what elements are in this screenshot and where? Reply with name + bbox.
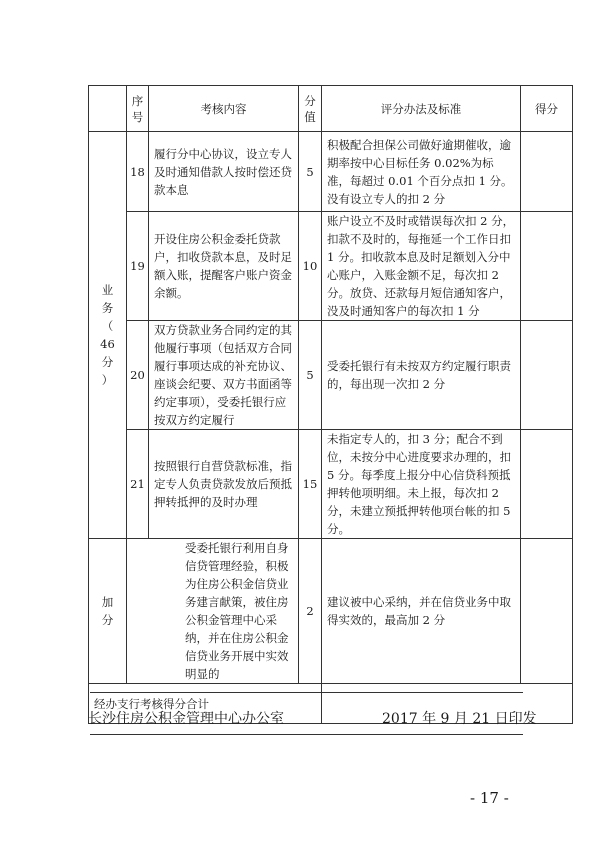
group-label-business <box>89 132 127 539</box>
row-obtained <box>521 212 573 321</box>
row-obtained <box>521 132 573 212</box>
header-method: 评分办法及标准 <box>322 86 521 132</box>
row-content: 受委托银行利用自身信贷管理经验，积极为住房公积金信贷业务建言献策，被住房公积金管理中心采纳，并在住房公积金信贷业务开展中实效明显的 <box>127 539 299 684</box>
table-row <box>89 539 573 684</box>
row-content: 按照银行自营贷款标准，指定专人负责贷款发放后预抵押转抵押的及时办理 <box>149 430 299 539</box>
row-score: 5 <box>299 321 322 430</box>
footer-date: 2017 年 9 月 21 日印发 <box>382 711 537 727</box>
row-score: 5 <box>299 132 322 212</box>
table-row <box>89 430 573 539</box>
assessment-table <box>88 85 573 724</box>
row-obtained <box>521 321 573 430</box>
row-method: 账户设立不及时或错误每次扣 2 分，扣款不及时的，每拖延一个工作日扣 1 分。扣收款本息及时足额划入分中心账户，入账金额不足，每次扣 2 分。放贷、还款每月短信通知客户，没及时通知客户的每次扣 1 分 <box>322 212 521 321</box>
header-score: 分 值 <box>299 86 322 132</box>
row-method: 受委托银行有未按双方约定履行职责的，每出现一次扣 2 分 <box>322 321 521 430</box>
row-score: 15 <box>299 430 322 539</box>
group-char: 46 <box>100 337 115 351</box>
group-char: 分 <box>101 613 114 627</box>
table-row <box>89 212 573 321</box>
group-char: 加 <box>101 595 114 609</box>
group-char: ） <box>101 373 114 387</box>
table-row <box>89 132 573 212</box>
header-content: 考核内容 <box>149 86 299 132</box>
group-char: 分 <box>101 355 114 369</box>
row-score: 10 <box>299 212 322 321</box>
footer-top-rule <box>90 692 523 693</box>
group-char: 务 <box>101 301 114 315</box>
row-number: 20 <box>127 321 149 430</box>
group-char: （ <box>101 319 114 333</box>
header-seq: 序 号 <box>127 86 149 132</box>
group-char: 业 <box>101 283 114 297</box>
row-number: 18 <box>127 132 149 212</box>
row-content: 履行分中心协议，设立专人及时通知借款人按时偿还贷款本息 <box>149 132 299 212</box>
row-method: 未指定专人的，扣 3 分；配合不到位，未按分中心进度要求办理的，扣 5 分。每季度上报分中心信贷科预抵押转他项明细。未上报，每次扣 2 分，未建立预抵押转他项台帐的扣 5 分。 <box>322 430 521 539</box>
footer-bottom-rule <box>90 734 523 735</box>
row-obtained <box>521 539 573 684</box>
row-method: 积极配合担保公司做好逾期催收，逾期率按中心目标任务 0.02%为标准，每超过 0.01 个百分点扣 1 分。没有设立专人的扣 2 分 <box>322 132 521 212</box>
header-obtained: 得分 <box>521 86 573 132</box>
page-number: - 17 - <box>470 789 509 807</box>
header-blank-cell <box>89 86 127 132</box>
row-number: 19 <box>127 212 149 321</box>
row-content: 开设住房公积金委托贷款户，扣收贷款本息，及时足额入账，提醒客户账户资金余额。 <box>149 212 299 321</box>
table-header-row <box>89 86 573 132</box>
row-obtained <box>521 430 573 539</box>
group-label-bonus <box>89 539 127 684</box>
row-number: 21 <box>127 430 149 539</box>
row-method: 建议被中心采纳，并在信贷业务中取得实效的，最高加 2 分 <box>322 539 521 684</box>
table-row <box>89 321 573 430</box>
row-content: 双方贷款业务合同约定的其他履行事项（包括双方合同履行事项达成的补充协议、座谈会纪要、双方书面函等约定事项），受委托银行应按双方约定履行 <box>149 321 299 430</box>
footer-issuer: 长沙住房公积金管理中心办公室 <box>88 711 284 727</box>
row-score: 2 <box>299 539 322 684</box>
total-label: 经办支行考核得分合计 <box>89 684 322 724</box>
